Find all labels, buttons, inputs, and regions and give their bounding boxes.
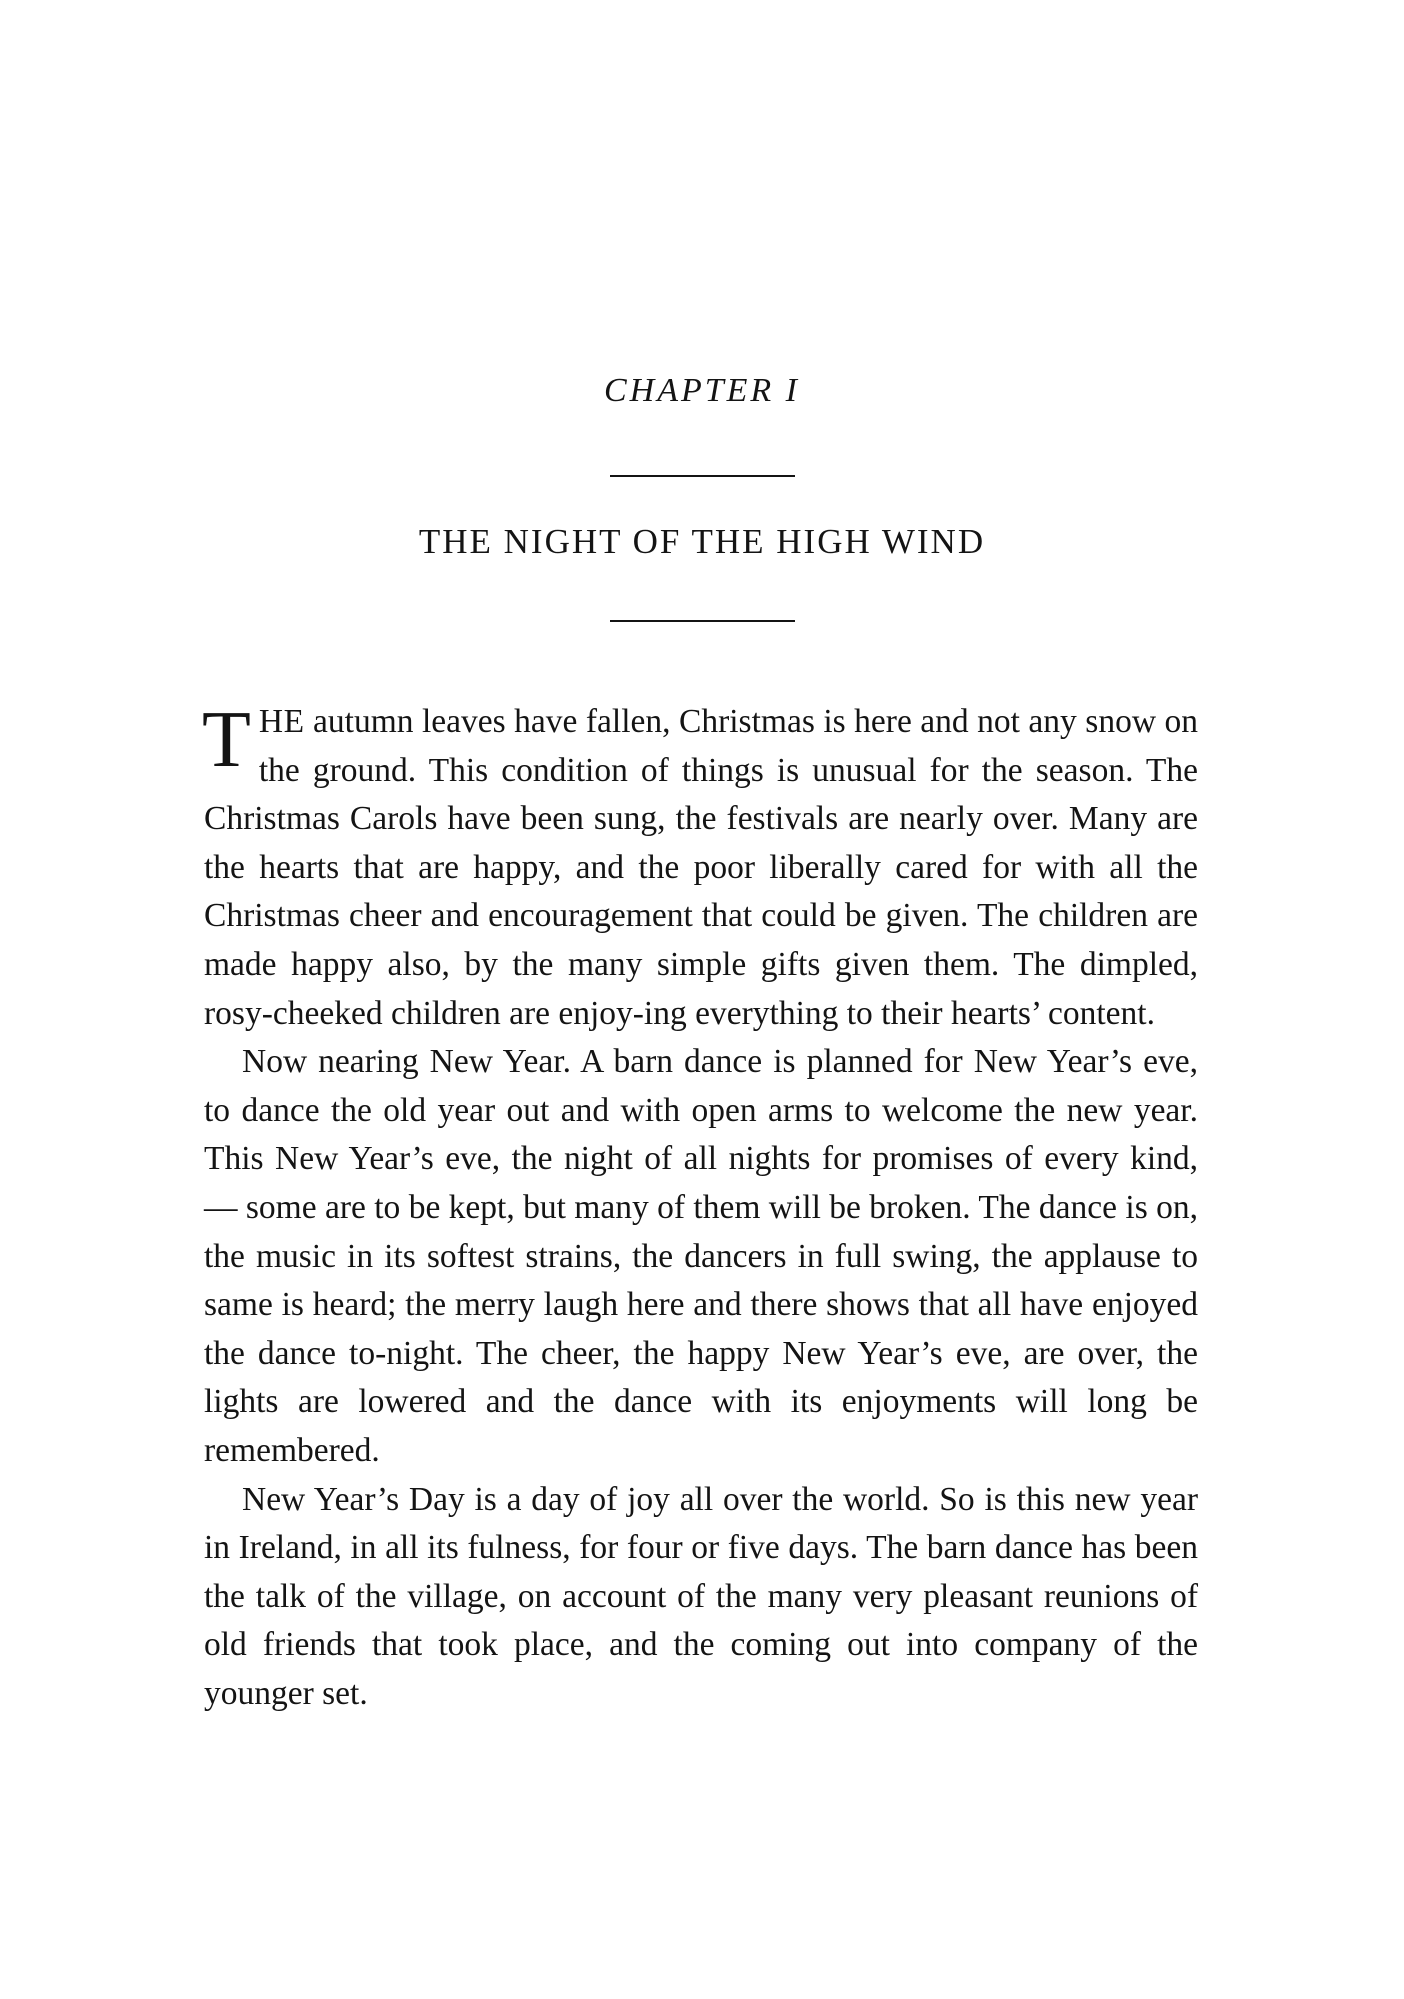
chapter-body [204, 698, 1198, 1718]
paragraph-1-lead: HE [258, 703, 305, 740]
paragraph-2: Now nearing New Year. A barn dance is planned for New Year’s eve, to dance the old year out and with open arms to welcome the new year. This New Year’s eve, the night of all nights for promises of every kind, — some are to be kept, but many of them will be broken. The dance is on, the music in its softest strains, the dancers in full swing, the applause to same is heard; the merry laugh here and there shows that all have enjoyed the dance to-night. The cheer, the happy New Year’s eve, are over, the lights are lowered and the dance with its enjoyments will long be remembered. [204, 1043, 1198, 1469]
title-rule-bottom [610, 620, 795, 622]
paragraph-1 [204, 698, 1198, 1038]
paragraph-1-text: autumn leaves have fallen, Christmas is here and not any snow on the ground. This condition of things is unusual for the season. The Christmas Carols have been sung, the festivals are nearly over. Many are the hearts that are happy, and the poor liberally cared for with all the Christmas cheer and encouragement that could be given. The children are made happy also, by the many simple gifts given them. The dimpled, rosy-cheeked children are enjoy-ing everything to their hearts’ content. [204, 703, 1198, 1032]
title-rule-top [610, 475, 795, 477]
chapter-label: CHAPTER I [603, 372, 801, 409]
drop-cap: T [202, 696, 251, 784]
chapter-title: THE NIGHT OF THE HIGH WIND [418, 522, 986, 561]
paragraph-3: New Year’s Day is a day of joy all over the world. So is this new year in Ireland, in all its fulness, for four or five days. The barn dance has been the talk of the village, on account of the many very pleasant reunions of old friends that took place, and the coming out into company of the younger set. [204, 1480, 1198, 1712]
